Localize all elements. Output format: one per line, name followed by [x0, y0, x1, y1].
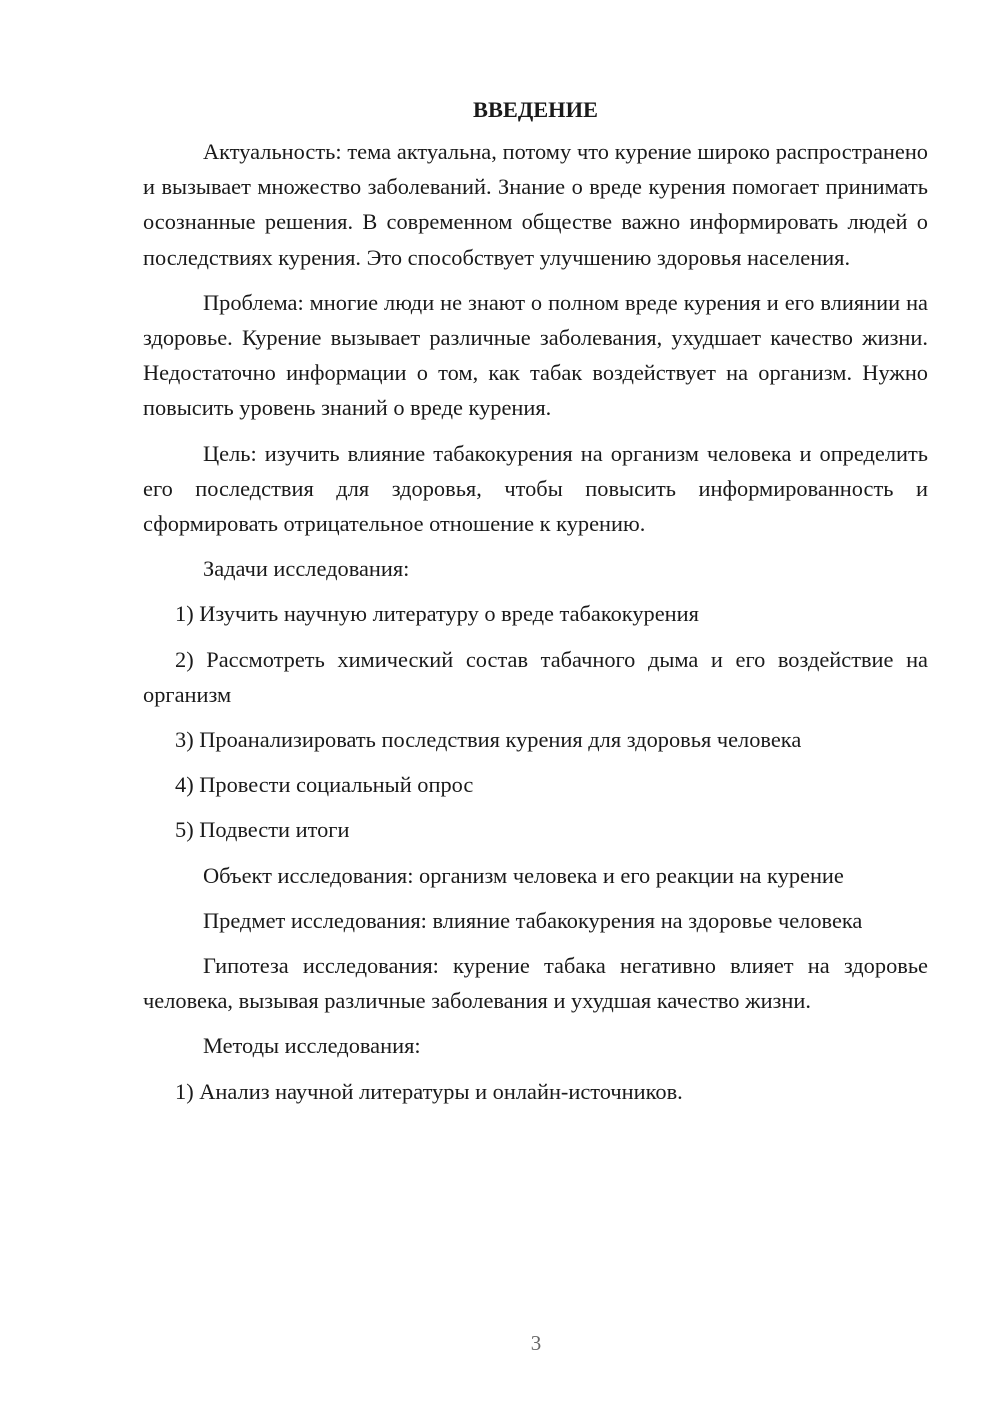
- page-number: 3: [530, 1331, 542, 1355]
- page-title: ВВЕДЕНИЕ: [473, 97, 598, 122]
- task-item: 4) Провести социальный опрос: [175, 772, 474, 798]
- method-item: 1) Анализ научной литературы и онлайн-источников.: [175, 1078, 683, 1104]
- problem-paragraph: Проблема: многие люди не знают о полном вреде курения и его влиянии на здоровье. Курение вызывает различные заболевания, ухудшает качество жизни. Недостаточно информации о том, как табак воздействует на организм. Нужно повысить уровень знаний о вреде курения.: [143, 289, 928, 421]
- document-page: [143, 92, 928, 1119]
- task-item: 5) Подвести итоги: [175, 817, 350, 843]
- task-item: 1) Изучить научную литературу о вреде табакокурения: [175, 601, 699, 627]
- tasks-title: Задачи исследования:: [203, 556, 410, 582]
- methods-title: Методы исследования:: [203, 1033, 421, 1059]
- research-subject: Предмет исследования: влияние табакокурения на здоровье человека: [203, 907, 863, 933]
- goal-paragraph: Цель: изучить влияние табакокурения на организм человека и определить его последствия для здоровья, чтобы повысить информированность и сформировать отрицательное отношение к курению.: [143, 440, 928, 537]
- task-item: 3) Проанализировать последствия курения для здоровья человека: [175, 727, 802, 753]
- research-hypothesis: Гипотеза исследования: курение табака негативно влияет на здоровье человека, вызывая различные заболевания и ухудшая качество жизни.: [143, 953, 928, 1014]
- task-item: 2) Рассмотреть химический состав табачного дыма и его воздействие на организм: [143, 646, 928, 707]
- research-object: Объект исследования: организм человека и его реакции на курение: [203, 862, 844, 888]
- relevance-paragraph: Актуальность: тема актуальна, потому что курение широко распространено и вызывает множество заболеваний. Знание о вреде курения помогает принимать осознанные решения. В современном обществе важно информировать людей о последствиях курения. Это способствует улучшению здоровья населения.: [143, 139, 928, 270]
